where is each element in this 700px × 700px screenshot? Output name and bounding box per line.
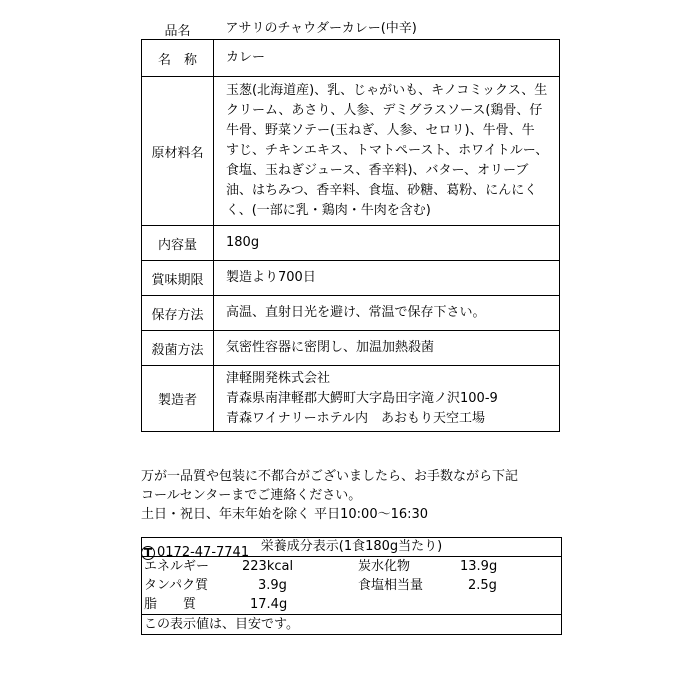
label-key: 殺菌方法 xyxy=(142,331,214,366)
nutrient-name: 脂 質 xyxy=(144,597,197,612)
label-value: 高温、直射日光を避け、常温で保存下さい。 xyxy=(214,296,560,331)
label-row xyxy=(142,77,560,226)
nutrient-name: 食塩相当量 xyxy=(358,578,424,593)
nutrient-name: タンパク質 xyxy=(144,578,209,593)
label-value: カレー xyxy=(214,40,560,77)
nutrient-value: 2.5g xyxy=(468,578,497,593)
nutrition-table xyxy=(141,537,562,635)
label-key: 内容量 xyxy=(142,226,214,261)
nutrient-value: 3.9g xyxy=(258,578,287,593)
label-key: 賞味期限 xyxy=(142,261,214,296)
label-row xyxy=(142,366,560,432)
label-value: 180g xyxy=(214,226,560,261)
nutrition-row xyxy=(142,576,561,595)
label-row xyxy=(142,40,560,77)
label-key: 製造者 xyxy=(142,366,214,432)
phone-number: 0172-47-7741 xyxy=(157,545,250,560)
nutrient-value: 17.4g xyxy=(250,597,288,612)
nutrient-value: 13.9g xyxy=(460,559,498,574)
label-key: 原材料名 xyxy=(142,77,214,226)
nutrition-row xyxy=(142,595,561,614)
label-key: 名 称 xyxy=(142,40,214,77)
nutrition-row xyxy=(142,557,561,576)
label-row xyxy=(142,331,560,366)
nutrient-name: エネルギー xyxy=(144,559,210,574)
label-row xyxy=(142,261,560,296)
label-key: 保存方法 xyxy=(142,296,214,331)
food-label-table xyxy=(141,19,560,432)
label-value: 気密性容器に密閉し、加温加熱殺菌 xyxy=(214,331,560,366)
nutrition-title: 栄養成分表示(1食180g当たり) xyxy=(142,538,561,557)
label-key: 品名 xyxy=(142,19,214,40)
nutrient-value: 223kcal xyxy=(242,559,294,574)
nutrient-name: 炭水化物 xyxy=(358,559,411,574)
label-row xyxy=(142,296,560,331)
label-value: アサリのチャウダーカレー(中辛) xyxy=(214,19,560,40)
label-row xyxy=(142,226,560,261)
telephone-icon: T xyxy=(141,546,155,560)
contact-text: 万が一品質や包装に不都合がございましたら、お手数ながら下記 コールセンターまでご連絡ください。 土日・祝日、年末年始を除く 平日10:00～16:30 xyxy=(141,469,519,522)
nutrition-note: この表示値は、目安です。 xyxy=(142,614,561,634)
label-value: 津軽開発株式会社 青森県南津軽郡大鰐町大字島田字滝ノ沢100-9 青森ワイナリーホテル内 あおもり天空工場 xyxy=(214,366,560,432)
label-value: 玉葱(北海道産)、乳、じゃがいも、キノコミックス、生 クリーム、あさり、人参、デミグラスソース(鶏骨、仔 牛骨、野菜ソテー(玉ねぎ、人参、セロリ)、牛骨、牛 すじ、チキンエキス、トマトペースト、ホワイトルー、 食塩、玉ねぎジュース、香辛料)、バター、オリーブ 油、はちみつ、香辛料、食塩、砂糖、葛粉、にんにく く、(一部に乳・鶏肉・牛肉を含む) xyxy=(214,77,560,226)
label-value: 製造より700日 xyxy=(214,261,560,296)
label-header-row xyxy=(142,19,560,40)
